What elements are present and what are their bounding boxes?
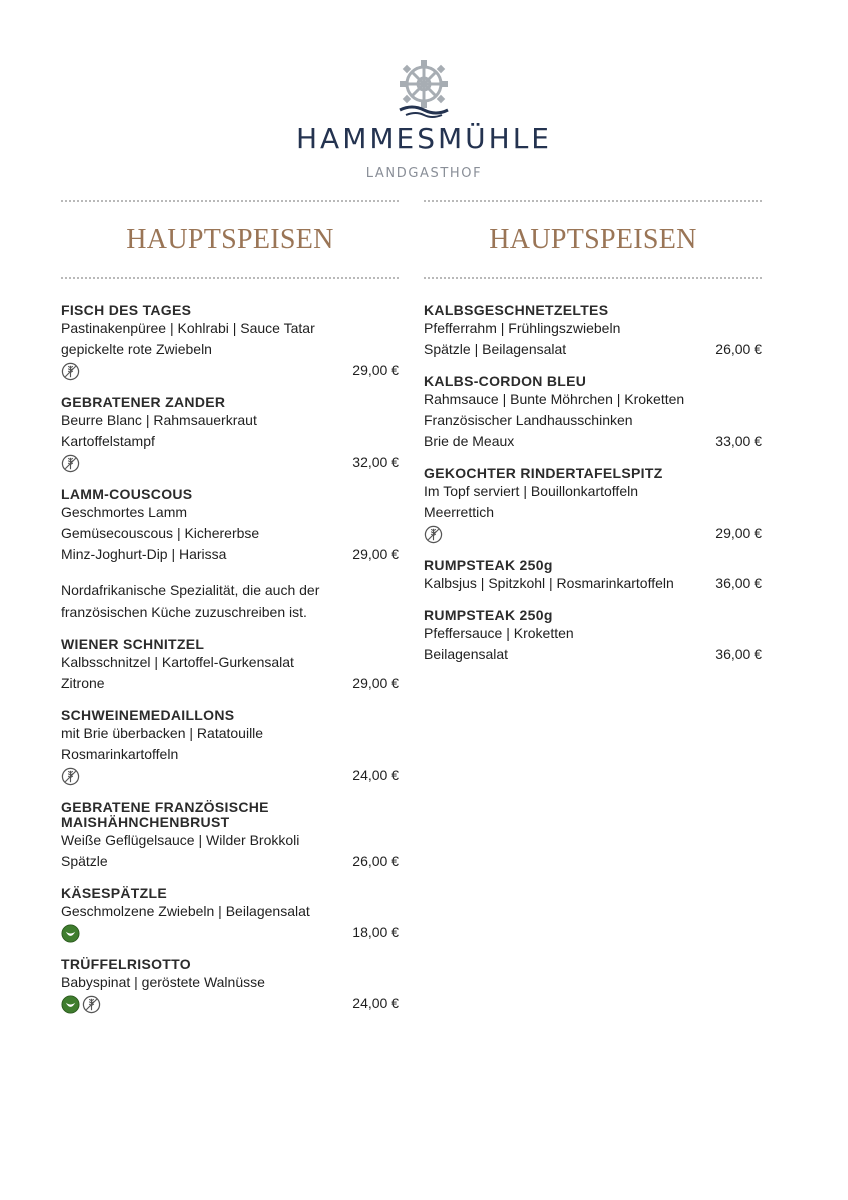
- dish-price: 24,00 €: [352, 995, 399, 1011]
- gluten-free-icon: [61, 454, 80, 473]
- dish-description-line: [61, 673, 399, 694]
- section-title: HAUPTSPEISEN: [126, 224, 334, 255]
- menu-list: [61, 303, 399, 1014]
- dish-price: 32,00 €: [352, 454, 399, 470]
- dish-price: 24,00 €: [352, 767, 399, 783]
- dish-description: mit Brie überbacken | Ratatouille: [61, 725, 264, 741]
- right-column: [424, 200, 762, 679]
- dotted-divider: [424, 277, 762, 279]
- menu-item: [424, 374, 762, 452]
- dish-description-line: [424, 502, 762, 523]
- dietary-icons: [61, 767, 80, 786]
- menu-item: [61, 708, 399, 786]
- dish-description: Kalbsschnitzel | Kartoffel-Gurkensalat: [61, 654, 294, 670]
- dish-description-line: [61, 723, 399, 744]
- dish-name: SCHWEINEMEDAILLONS: [61, 707, 235, 723]
- gluten-free-icon: [61, 362, 80, 381]
- note-line: französischen Küche zuzuschreiben ist.: [61, 604, 307, 620]
- dish-name: RUMPSTEAK 250g: [424, 607, 553, 623]
- dish-price: 29,00 €: [715, 525, 762, 541]
- dish-description: Rahmsauce | Bunte Möhrchen | Kroketten: [424, 391, 685, 407]
- left-column: [61, 200, 399, 1028]
- dish-description: Weiße Geflügelsauce | Wilder Brokkoli: [61, 832, 300, 848]
- dish-name: TRÜFFELRISOTTO: [61, 956, 191, 972]
- dish-description-line: [61, 502, 399, 523]
- dish-description-line: [424, 644, 762, 665]
- dish-name: KALBSGESCHNETZELTES: [424, 302, 609, 318]
- dish-name: LAMM-COUSCOUS: [61, 486, 193, 502]
- dotted-divider: [424, 200, 762, 202]
- dish-icons-line: [61, 360, 399, 381]
- dish-name: KALBS-CORDON BLEU: [424, 373, 587, 389]
- dish-description-line: [424, 410, 762, 431]
- dish-description: Babyspinat | geröstete Walnüsse: [61, 974, 265, 990]
- dish-description: Französischer Landhausschinken: [424, 412, 633, 428]
- dietary-icons: [61, 362, 80, 381]
- brand-subtitle: LANDGASTHOF: [365, 166, 483, 181]
- dish-description: Beurre Blanc | Rahmsauerkraut: [61, 412, 257, 428]
- dish-description-line: [424, 431, 762, 452]
- dish-description: Zitrone: [61, 675, 105, 691]
- dish-description-line: [424, 481, 762, 502]
- dish-icons-line: [61, 993, 399, 1014]
- menu-item: [61, 800, 399, 872]
- dish-description: Kartoffelstampf: [61, 433, 155, 449]
- dish-description: Spätzle | Beilagensalat: [424, 341, 567, 357]
- dish-icons-line: [61, 765, 399, 786]
- dish-description: gepickelte rote Zwiebeln: [61, 341, 212, 357]
- dish-name: RUMPSTEAK 250g: [424, 557, 553, 573]
- dish-description-line: [61, 972, 399, 993]
- dish-description-line: [61, 410, 399, 431]
- dish-description-line: [61, 744, 399, 765]
- menu-item: [61, 637, 399, 694]
- dish-description-line: [61, 431, 399, 452]
- dish-description-line: [424, 573, 762, 594]
- dish-price: 29,00 €: [352, 546, 399, 562]
- dotted-divider: [61, 277, 399, 279]
- dish-price: 36,00 €: [715, 575, 762, 591]
- dish-description-line: [61, 901, 399, 922]
- dish-description: Pfeffersauce | Kroketten: [424, 625, 574, 641]
- dish-description-line: [61, 339, 399, 360]
- dish-price: 33,00 €: [715, 433, 762, 449]
- dish-description: Geschmolzene Zwiebeln | Beilagensalat: [61, 903, 310, 919]
- dish-description: Pastinakenpüree | Kohlrabi | Sauce Tatar: [61, 320, 315, 336]
- dish-description: Gemüsecouscous | Kichererbse: [61, 525, 260, 541]
- dish-icons-line: [61, 452, 399, 473]
- dish-price: 18,00 €: [352, 924, 399, 940]
- dish-description-line: [61, 830, 399, 851]
- dish-description-line: [61, 851, 399, 872]
- dish-description: Geschmortes Lamm: [61, 504, 188, 520]
- menu-item: [424, 303, 762, 360]
- dish-description-line: [61, 318, 399, 339]
- dish-price: 36,00 €: [715, 646, 762, 662]
- dish-name: GEBRATENE FRANZÖSISCHE MAISHÄHNCHENBRUST: [61, 799, 269, 830]
- vegetarian-icon: [61, 924, 80, 943]
- menu-item: [61, 886, 399, 943]
- dietary-icons: [424, 525, 443, 544]
- menu-item: [61, 957, 399, 1014]
- vegetarian-icon: [61, 995, 80, 1014]
- dish-description: Brie de Meaux: [424, 433, 515, 449]
- menu-list: [424, 303, 762, 665]
- dish-description: Spätzle: [61, 853, 108, 869]
- dish-description-line: [424, 389, 762, 410]
- dietary-icons: [61, 924, 80, 943]
- dish-description: Pfefferrahm | Frühlingszwiebeln: [424, 320, 621, 336]
- dish-description: Meerrettich: [424, 504, 495, 520]
- note-text: [61, 579, 399, 623]
- gluten-free-icon: [424, 525, 443, 544]
- menu-item: [61, 303, 399, 381]
- dish-description: Minz-Joghurt-Dip | Harissa: [61, 546, 227, 562]
- header: [0, 56, 848, 181]
- dish-price: 26,00 €: [352, 853, 399, 869]
- menu-item: [424, 608, 762, 665]
- menu-item: [61, 395, 399, 473]
- dish-icons-line: [61, 922, 399, 943]
- menu-item: [61, 487, 399, 565]
- dietary-icons: [61, 995, 101, 1014]
- menu-item: [424, 558, 762, 594]
- dish-name: KÄSESPÄTZLE: [61, 885, 167, 901]
- dotted-divider: [61, 200, 399, 202]
- dish-description: Im Topf serviert | Bouillonkartoffeln: [424, 483, 638, 499]
- dish-description: Kalbsjus | Spitzkohl | Rosmarinkartoffeln: [424, 575, 674, 591]
- dish-price: 26,00 €: [715, 341, 762, 357]
- brand-name: HAMMESMÜHLE: [296, 122, 552, 155]
- dish-description-line: [424, 623, 762, 644]
- dish-price: 29,00 €: [352, 362, 399, 378]
- dish-description: Rosmarinkartoffeln: [61, 746, 179, 762]
- dish-name: GEKOCHTER RINDERTAFELSPITZ: [424, 465, 663, 481]
- dish-description: Beilagensalat: [424, 646, 509, 662]
- dish-price: 29,00 €: [352, 675, 399, 691]
- dish-description-line: [61, 544, 399, 565]
- water-wheel-logo-icon: [392, 56, 456, 120]
- dish-description-line: [424, 339, 762, 360]
- dish-description-line: [61, 652, 399, 673]
- dish-description-line: [61, 523, 399, 544]
- dish-name: FISCH DES TAGES: [61, 302, 192, 318]
- dish-icons-line: [424, 523, 762, 544]
- menu-item: [424, 466, 762, 544]
- dish-name: WIENER SCHNITZEL: [61, 636, 205, 652]
- gluten-free-icon: [82, 995, 101, 1014]
- dietary-icons: [61, 454, 80, 473]
- section-title: HAUPTSPEISEN: [489, 224, 697, 255]
- gluten-free-icon: [61, 767, 80, 786]
- dish-description-line: [424, 318, 762, 339]
- dish-name: GEBRATENER ZANDER: [61, 394, 226, 410]
- note-line: Nordafrikanische Spezialität, die auch der: [61, 582, 320, 598]
